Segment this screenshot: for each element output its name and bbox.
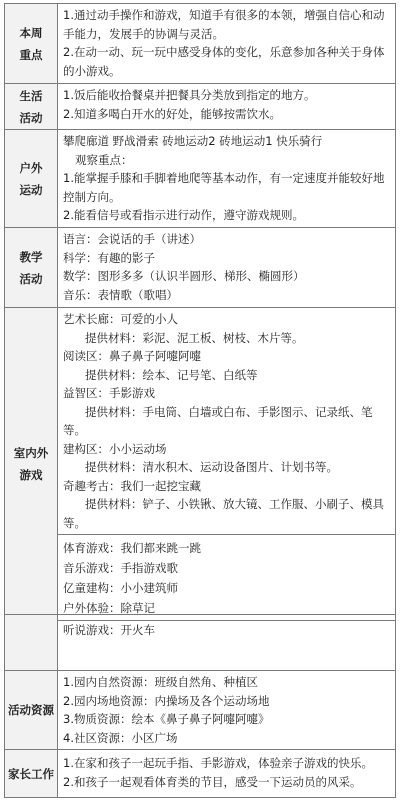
game-listening: 听说游戏：开火车 (63, 623, 155, 637)
label-indoor-outdoor-games: 室内外 游戏 (5, 308, 58, 621)
game-building-materials: 提供材料：清水积木、运动设备图片、计划书等。 (85, 460, 338, 474)
game-reading-materials: 提供材料：绘本、记号笔、白纸等 (85, 367, 258, 382)
game-art-corridor: 艺术长廊：可爱的小人 (63, 312, 178, 326)
content-activity-resources (58, 671, 396, 750)
outdoor-item-1a: 1.能掌握手膝和手脚着地爬等基本动作，有一定速度并能较好地 (63, 171, 385, 185)
label-weekly-focus: 本周 重点 (5, 4, 58, 84)
game-building-area: 建构区：小小运动场 (63, 441, 167, 456)
weekly-plan-table-upper (4, 3, 396, 621)
row-life-activity (5, 84, 396, 130)
row-parent-work (5, 750, 396, 798)
content-weekly-focus (58, 4, 396, 84)
outdoor-item-1b: 控制方向。 (63, 189, 121, 204)
row-weekly-focus (5, 4, 396, 84)
row-games-continued (5, 615, 396, 671)
game-puzzle-area: 益智区：手影游戏 (63, 386, 155, 400)
game-art-materials: 提供材料：彩泥、泥工板、树枝、木片等。 (85, 330, 304, 345)
content-teaching-activity (58, 228, 396, 308)
label-parent-work: 家长工作 (5, 750, 58, 798)
weekly-plan-table-lower (4, 614, 396, 798)
life-item-1: 1.饭后能收拾餐桌并把餐具分类放到指定的地方。 (63, 88, 316, 102)
game-outdoor-experience: 户外体验：除草记 (63, 601, 155, 615)
teaching-science: 科学：有趣的影子 (63, 250, 155, 265)
outdoor-observe-heading: 观察重点： (75, 152, 133, 167)
game-archaeology-materials-a: 提供材料：铲子、小铁锹、放大镜、工作服、小刷子、模具 (85, 497, 384, 511)
resource-item-3: 3.物质资源：绘本《鼻子鼻子阿嚏阿嚏》 (63, 712, 270, 726)
label-life-activity: 生活 活动 (5, 84, 58, 130)
parent-item-2: 2.和孩子一起观看体育类的节目，感受一下运动员的风采。 (63, 774, 362, 789)
row-teaching-activity (5, 228, 396, 308)
label-teaching-activity: 教学 活动 (5, 228, 58, 308)
row-indoor-outdoor-games (5, 308, 396, 621)
focus-item-2a: 2.在动一动、玩一玩中感受身体的变化，乐意参加各种关于身体 (63, 45, 385, 59)
content-indoor-outdoor-games (58, 308, 396, 621)
outdoor-activities: 攀爬廊道 野战滑索 砖地运动2 砖地运动1 快乐骑行 (63, 134, 323, 148)
teaching-math: 数学：图形多多（认识半圆形、梯形、椭圆形） (63, 269, 305, 283)
label-activity-resources: 活动资源 (5, 671, 58, 750)
life-item-2: 2.知道多喝白开水的好处，能够按需饮水。 (63, 106, 281, 121)
game-music: 音乐游戏：手指游戏歌 (63, 561, 178, 575)
game-sports: 体育游戏：我们都来跳一跳 (63, 541, 201, 555)
teaching-language: 语言：会说话的手（讲述） (63, 232, 201, 246)
row-activity-resources (5, 671, 396, 750)
resource-item-1: 1.园内自然资源：班级自然角、种植区 (63, 675, 258, 689)
content-life-activity (58, 84, 396, 130)
outdoor-item-2: 2.能看信号或看指示进行动作，遵守游戏规则。 (63, 208, 304, 222)
game-archaeology: 奇趣考古：我们一起挖宝藏 (63, 478, 201, 493)
game-yitong-building: 亿童建构：小小建筑师 (63, 581, 178, 595)
parent-item-1: 1.在家和孩子一起玩手指、手影游戏，体验亲子游戏的快乐。 (63, 756, 373, 770)
content-parent-work (58, 750, 396, 798)
game-archaeology-materials-b: 等。 (63, 515, 86, 530)
game-puzzle-materials-b: 等。 (63, 423, 86, 437)
focus-item-1b: 手能力，发展手的协调与灵活。 (63, 26, 224, 41)
resource-item-2: 2.园内场地资源：内操场及各个运动场地 (63, 693, 270, 708)
label-outdoor-exercise: 户外 运动 (5, 130, 58, 228)
game-puzzle-materials-a: 提供材料：手电筒、白墙或白布、手影图示、记录纸、笔 (85, 404, 373, 419)
teaching-music: 音乐：表情歌（歌唱） (63, 287, 178, 302)
content-outdoor-exercise (58, 130, 396, 228)
resource-item-4: 4.社区资源：小区广场 (63, 730, 178, 745)
focus-item-1a: 1.通过动手操作和游戏，知道手有很多的本领，增强自信心和动 (63, 8, 385, 22)
game-reading-area: 阅读区：鼻子鼻子阿嚏阿嚏 (63, 349, 201, 363)
label-games-continued (5, 615, 58, 671)
content-games-continued (58, 615, 396, 671)
focus-item-2b: 的小游戏。 (63, 63, 121, 78)
row-outdoor-exercise (5, 130, 396, 228)
